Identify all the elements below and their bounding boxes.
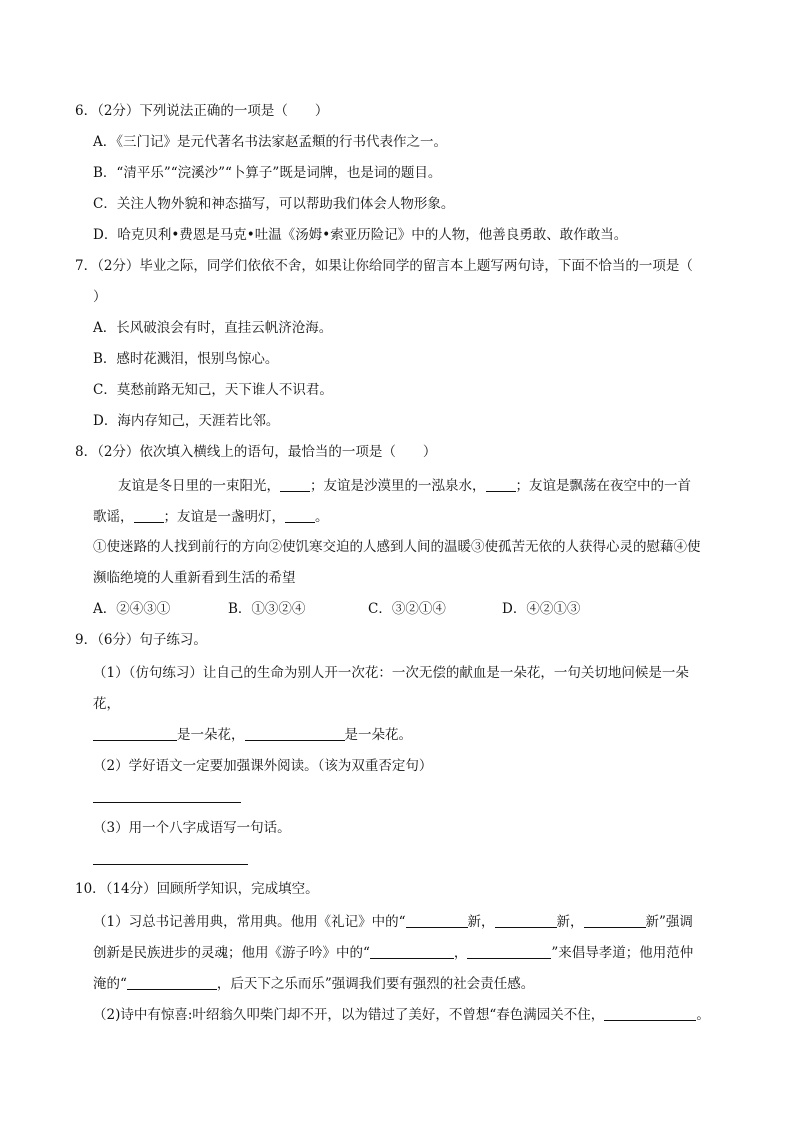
- q8-choice-b: B．①③②④: [228, 601, 306, 617]
- q10-sub1-line3: [93, 974, 534, 994]
- q7-option-a: A．长风破浪会有时，直挂云帆济沧海。: [93, 320, 333, 336]
- q10-text: 新”强调: [645, 914, 693, 930]
- fill-blank[interactable]: [604, 1006, 696, 1021]
- fill-blank[interactable]: [127, 975, 217, 990]
- q9-sub3: （3）用一个八字成语写一句话。: [93, 820, 291, 836]
- q10-text: 创新是民族进步的灵魂；他用《游子吟》中的“: [93, 945, 370, 961]
- q9-fill-text: 是一朵花，: [177, 727, 245, 743]
- fill-blank[interactable]: [280, 477, 310, 492]
- q8-passage-text: ；友谊是一盏明灯，: [163, 509, 285, 525]
- q9-sub1-line2: 花，: [93, 696, 120, 712]
- q8-passage-line1: [118, 476, 691, 496]
- fill-blank[interactable]: [584, 913, 646, 928]
- answer-line[interactable]: [93, 802, 241, 803]
- fill-blank[interactable]: [486, 477, 516, 492]
- q8-passage-text: 歌谣，: [93, 509, 134, 525]
- q6-option-b: B．“清平乐”“浣溪沙”“卜算子”既是词牌，也是词的题目。: [93, 165, 442, 181]
- q6-option-c: C．关注人物外貌和神态描写，可以帮助我们体会人物形象。: [93, 196, 455, 212]
- q7-stem: 7．（2分）毕业之际，同学们依依不舍，如果让你给同学的留言本上题写两句诗，下面不恰当的一项是（: [75, 258, 693, 274]
- q6-option-d: D．哈克贝利•费恩是马克•吐温《汤姆•索亚历险记》中的人物，他善良勇敢、敢作敢当。: [93, 227, 628, 243]
- q9-sub2: （2）学好语文一定要加强课外阅读。（该为双重否定句）: [93, 758, 433, 774]
- fill-blank[interactable]: [285, 508, 315, 523]
- q10-stem: 10．（14分）回顾所学知识，完成填空。: [75, 881, 319, 897]
- q10-text: （1）习总书记善用典，常用典。他用《礼记》中的“: [93, 914, 406, 930]
- fill-blank[interactable]: [406, 913, 468, 928]
- q7-option-d: D．海内存知己，天涯若比邻。: [93, 413, 280, 429]
- q8-passage-line2: [93, 507, 329, 527]
- q10-text: 淹的“: [93, 976, 127, 992]
- q7-stem-cont: ）: [93, 289, 107, 305]
- q8-passage-text: 。: [315, 509, 329, 525]
- fill-blank[interactable]: [93, 726, 177, 741]
- fill-blank[interactable]: [370, 944, 454, 959]
- q10-text: ”来倡导孝道；他用范仲: [551, 945, 694, 961]
- answer-line[interactable]: [93, 864, 248, 865]
- q9-sub1-line1: （1）（仿句练习）让自己的生命为别人开一次花：一次无偿的献血是一朵花，一句关切地问候是一朵: [93, 665, 689, 681]
- q9-sub1-fill-line: [93, 725, 412, 745]
- q8-choice-c: C．③②①④: [368, 601, 446, 617]
- q9-stem: 9．（6分）句子练习。: [75, 632, 207, 648]
- q10-sub2-line1: [93, 1005, 710, 1025]
- q10-text: 新，: [556, 914, 584, 930]
- q8-choice-d: D．④②①③: [502, 601, 581, 617]
- fill-blank[interactable]: [495, 913, 557, 928]
- q10-text: ，: [453, 945, 468, 961]
- q7-option-b: B．感时花溅泪，恨别鸟惊心。: [93, 351, 279, 367]
- q8-items-line1: ①使迷路的人找到前行的方向②使饥寒交迫的人感到人间的温暖③使孤苦无依的人获得心灵的慰藉④使: [93, 539, 701, 555]
- q8-passage-text: ；友谊是飘荡在夜空中的一首: [515, 478, 691, 494]
- q8-passage-text: 友谊是冬日里的一束阳光，: [118, 478, 280, 494]
- q10-sub1-line2: [93, 943, 693, 963]
- q7-option-c: C．莫愁前路无知己，天下谁人不识君。: [93, 382, 333, 398]
- fill-blank[interactable]: [134, 508, 164, 523]
- q10-sub1-line1: [93, 912, 693, 932]
- q10-text: 新，: [467, 914, 495, 930]
- q6-option-a: A．《三门记》是元代著名书法家赵孟頫的行书代表作之一。: [93, 134, 447, 150]
- q9-fill-text: 是一朵花。: [344, 727, 412, 743]
- q8-passage-text: ；友谊是沙漠里的一泓泉水，: [310, 478, 486, 494]
- q8-items-line2: 濒临绝境的人重新看到生活的希望: [93, 570, 296, 586]
- fill-blank[interactable]: [245, 726, 345, 741]
- q10-text: ，后天下之乐而乐”强调我们要有强烈的社会责任感。: [216, 976, 535, 992]
- fill-blank[interactable]: [467, 944, 551, 959]
- q10-text: （2)诗中有惊喜:叶绍翁久叩柴门却不开，以为错过了美好，不曾想“春色满园关不住，: [93, 1007, 605, 1023]
- q10-text: 。: [696, 1007, 710, 1023]
- q8-stem: 8．（2分）依次填入横线上的语句，最恰当的一项是（ ）: [75, 444, 437, 460]
- q6-stem: 6．（2分）下列说法正确的一项是（ ）: [75, 103, 329, 119]
- q8-choice-a: A．②④③①: [93, 601, 171, 617]
